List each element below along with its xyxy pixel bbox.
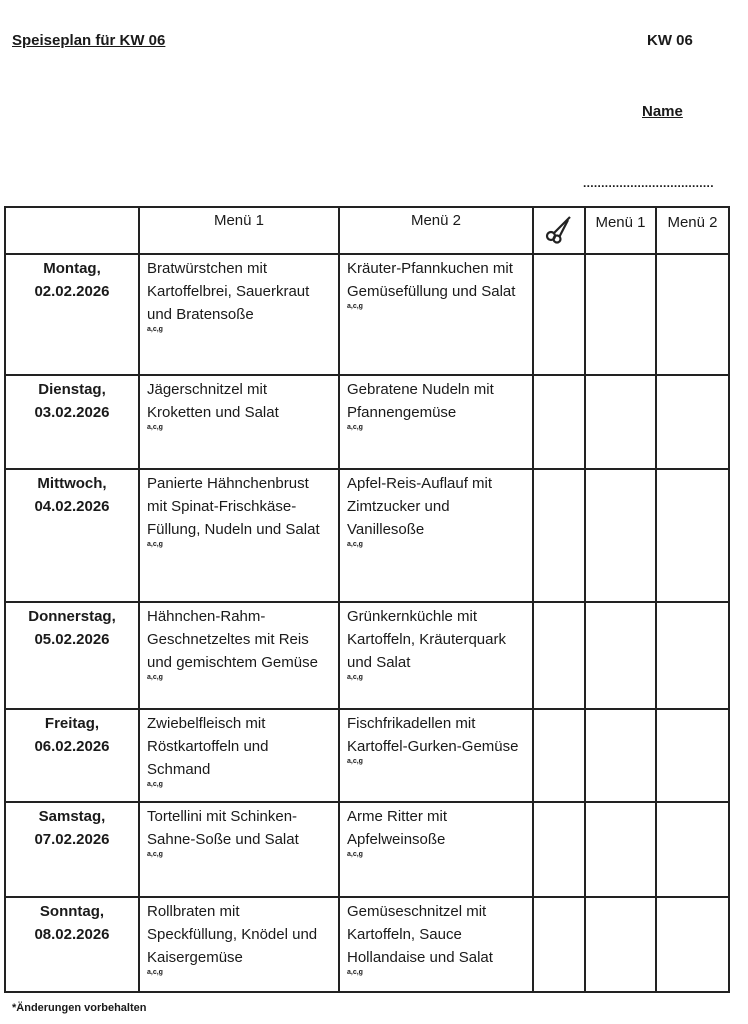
table-header-row [5,207,729,254]
menu2-text: Fischfrikadellen mit Kartoffel-Gurken-Gemüse [347,715,519,755]
order-menu2-cell[interactable] [656,602,729,709]
scissors-cell [533,375,585,469]
menu1-text: Jägerschnitzel mit Kroketten und Salat [147,381,279,421]
menu1-cell [139,602,339,709]
day-cell [5,469,139,602]
menu2-cell [339,709,533,802]
menu1-allergens: a,c,g [147,851,163,858]
menu2-allergens: a,c,g [347,541,363,548]
day-cell [5,897,139,992]
menu2-cell [339,469,533,602]
order-menu2-cell[interactable] [656,375,729,469]
header-scissors [533,207,585,254]
header-day [5,207,139,254]
header-menu2: Menü 2 [339,207,533,254]
order-menu1-cell[interactable] [585,897,656,992]
menu2-cell [339,897,533,992]
menu2-cell [339,375,533,469]
menu2-text: Gebratene Nudeln mit Pfannengemüse [347,381,494,421]
order-menu1-cell[interactable] [585,375,656,469]
menu2-allergens: a,c,g [347,674,363,681]
scissors-cell [533,709,585,802]
order-menu1-cell[interactable] [585,602,656,709]
scissors-cell [533,802,585,897]
day-cell [5,802,139,897]
table-row [5,375,729,469]
table-row [5,802,729,897]
table-row [5,469,729,602]
menu1-allergens: a,c,g [147,424,163,431]
page-title: Speiseplan für KW 06 [12,32,166,49]
name-label: Name [642,103,683,120]
header-order-menu1: Menü 1 [585,207,656,254]
menu1-cell [139,254,339,375]
menu2-allergens: a,c,g [347,424,363,431]
menu2-cell [339,254,533,375]
menu1-text: Hähnchen-Rahm-Geschnetzeltes mit Reis und gemischtem Gemüse [147,608,318,671]
day-date: 04.02.2026 [34,498,110,515]
order-menu2-cell[interactable] [656,254,729,375]
menu1-cell [139,802,339,897]
scissors-cell [533,602,585,709]
order-menu1-cell[interactable] [585,802,656,897]
table-row [5,709,729,802]
menu2-text: Gemüseschnitzel mit Kartoffeln, Sauce Hollandaise und Salat [347,903,493,966]
menu2-allergens: a,c,g [347,851,363,858]
day-name: Sonntag, [39,903,105,920]
day-date: 05.02.2026 [34,631,110,648]
header-menu1: Menü 1 [139,207,339,254]
header-order-menu2: Menü 2 [656,207,729,254]
order-menu2-cell[interactable] [656,709,729,802]
menu1-text: Zwiebelfleisch mit Röstkartoffeln und Schmand [147,715,269,778]
week-label: KW 06 [647,32,693,49]
menu1-allergens: a,c,g [147,541,163,548]
menu1-allergens: a,c,g [147,781,163,788]
day-cell [5,602,139,709]
menu2-text: Grünkernküchle mit Kartoffeln, Kräuterquark und Salat [347,608,506,671]
menu1-text: Bratwürstchen mit Kartoffelbrei, Sauerkraut und Bratensoße [147,260,310,323]
day-date: 03.02.2026 [34,404,110,421]
menu2-cell [339,802,533,897]
name-line[interactable]: .................................... [583,176,714,188]
menu1-cell [139,375,339,469]
order-menu2-cell[interactable] [656,469,729,602]
footer-note: *Änderungen vorbehalten [12,1002,147,1014]
day-date: 08.02.2026 [34,926,110,943]
day-name: Dienstag, [38,381,106,398]
scissors-cell [533,254,585,375]
scissors-icon [544,214,574,244]
order-menu2-cell[interactable] [656,897,729,992]
day-name: Donnerstag, [28,608,116,625]
menu1-cell [139,709,339,802]
menu2-allergens: a,c,g [347,758,363,765]
table-row [5,897,729,992]
menu1-cell [139,469,339,602]
day-name: Montag, [43,260,101,277]
table-row [5,254,729,375]
scissors-cell [533,469,585,602]
day-date: 02.02.2026 [34,283,110,300]
order-menu1-cell[interactable] [585,709,656,802]
day-date: 07.02.2026 [34,831,110,848]
day-name: Freitag, [44,715,100,732]
day-cell [5,375,139,469]
order-menu2-cell[interactable] [656,802,729,897]
menu-table [4,206,730,993]
menu2-text: Apfel-Reis-Auflauf mit Zimtzucker und Vanillesoße [347,475,493,538]
day-cell [5,254,139,375]
menu1-allergens: a,c,g [147,969,163,976]
menu1-text: Rollbraten mit Speckfüllung, Knödel und Kaisergemüse [147,903,318,966]
day-date: 06.02.2026 [34,738,110,755]
table-row [5,602,729,709]
menu1-text: Tortellini mit Schinken-Sahne-Soße und Salat [147,808,299,848]
scissors-cell [533,897,585,992]
menu1-cell [139,897,339,992]
menu2-text: Kräuter-Pfannkuchen mit Gemüsefüllung und Salat [347,260,516,300]
order-menu1-cell[interactable] [585,254,656,375]
menu1-text: Panierte Hähnchenbrust mit Spinat-Frischkäse-Füllung, Nudeln und Salat [147,475,320,538]
menu2-allergens: a,c,g [347,969,363,976]
menu2-allergens: a,c,g [347,303,363,310]
order-menu1-cell[interactable] [585,469,656,602]
day-cell [5,709,139,802]
menu1-allergens: a,c,g [147,674,163,681]
day-name: Samstag, [38,808,106,825]
day-name: Mittwoch, [37,475,107,492]
menu1-allergens: a,c,g [147,326,163,333]
menu2-text: Arme Ritter mit Apfelweinsoße [347,808,448,848]
menu2-cell [339,602,533,709]
